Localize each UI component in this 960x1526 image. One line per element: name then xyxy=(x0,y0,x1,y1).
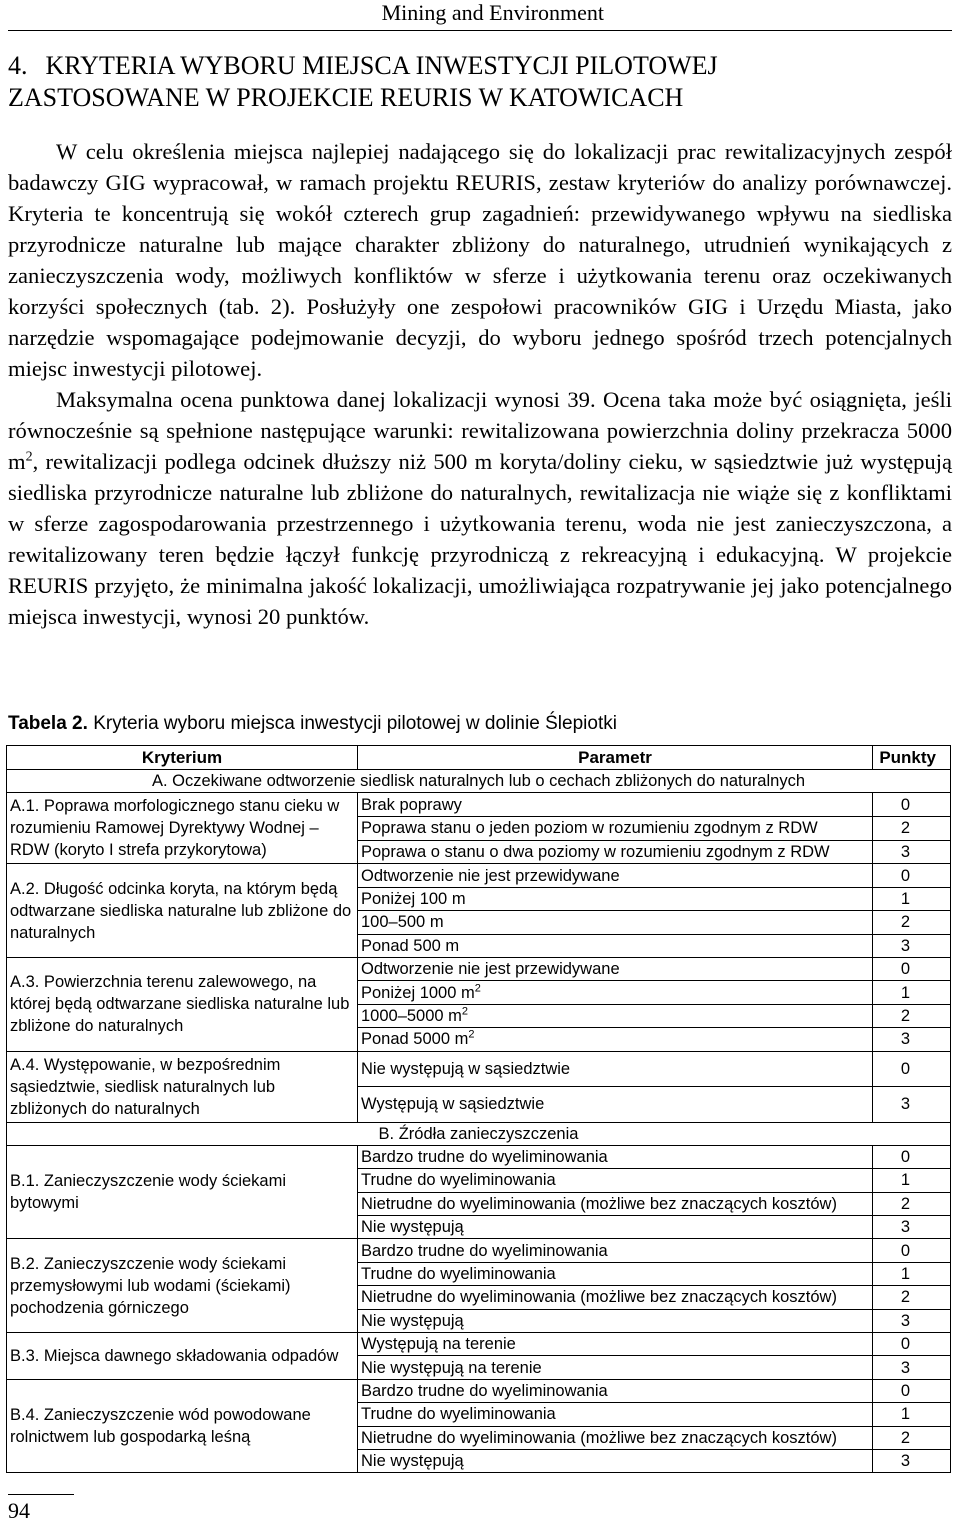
criterion-cell: A.3. Powierzchnia terenu zalewowego, na której będą odtwarzane siedliska naturalne lub zbliżone do naturalnych xyxy=(7,957,358,1051)
parameter-text: Nietrudne do wyeliminowania (możliwe bez znaczących kosztów) xyxy=(361,1194,837,1213)
parameter-text: Nie występują w sąsiedztwie xyxy=(361,1059,571,1078)
parameter-text: Nie występują na terenie xyxy=(361,1358,542,1377)
points-cell: 1 xyxy=(873,887,951,910)
points-cell: 0 xyxy=(873,1239,951,1262)
parameter-superscript: 2 xyxy=(468,1028,475,1041)
parameter-text: Bardzo trudne do wyeliminowania xyxy=(361,1382,608,1400)
points-cell: 3 xyxy=(873,1356,951,1379)
section-heading xyxy=(8,50,952,114)
criterion-cell: A.4. Występowanie, w bezpośrednim sąsiedztwie, siedlisk naturalnych lub zbliżonych do naturalnych xyxy=(7,1051,358,1122)
table-row xyxy=(7,793,951,817)
parameter-cell xyxy=(358,1216,873,1239)
parameter-cell xyxy=(358,957,873,980)
parameter-text: Trudne do wyeliminowania xyxy=(361,1171,556,1190)
parameter-text: Nie występują xyxy=(361,1218,464,1237)
parameter-cell xyxy=(358,1145,873,1168)
parameter-cell xyxy=(358,934,873,957)
header-parametr: Parametr xyxy=(358,746,873,770)
parameter-cell xyxy=(358,1169,873,1192)
section-a-heading-row xyxy=(7,770,951,793)
parameter-text: 100–500 m xyxy=(361,913,444,932)
points-cell: 2 xyxy=(873,817,951,841)
points-cell: 3 xyxy=(873,1028,951,1051)
parameter-text: Występują w sąsiedztwie xyxy=(361,1095,545,1114)
section-title-line-2: ZASTOSOWANE W PROJEKCIE REURIS W KATOWICACH xyxy=(8,83,684,112)
table-row xyxy=(7,864,951,887)
parameter-cell xyxy=(358,864,873,887)
section-number: 4. xyxy=(8,51,28,80)
points-cell: 3 xyxy=(873,934,951,957)
paragraph-2-part-1: Maksymalna ocena punktowa danej lokalizacji wynosi 39. Ocena taka może być osiągnięta, jeśli równocześnie są spełnione następujące warunki: rewitalizowana powierzchnia doliny przekracza 5000 m xyxy=(8,387,952,474)
parameter-text: Nie występują xyxy=(361,1311,464,1330)
parameter-superscript: 2 xyxy=(461,1005,469,1018)
parameter-cell xyxy=(358,1379,873,1402)
journal-title: Mining and Environment xyxy=(381,0,604,25)
parameter-text: Trudne do wyeliminowania xyxy=(361,1265,556,1284)
parameter-text: Poprawa o stanu o dwa poziomy w rozumieniu zgodnym z RDW xyxy=(361,843,830,862)
points-cell: 3 xyxy=(873,1216,951,1239)
criterion-cell: B.2. Zanieczyszczenie wody ściekami przemysłowymi lub wodami (ściekami) pochodzenia górniczego xyxy=(7,1239,358,1333)
parameter-cell xyxy=(358,1356,873,1379)
parameter-cell xyxy=(358,1449,873,1472)
criterion-cell: A.1. Poprawa morfologicznego stanu cieku w rozumieniu Ramowej Dyrektywy Wodnej – RDW (koryto I strefa przykorytowa) xyxy=(7,793,358,864)
table-row xyxy=(7,1051,951,1087)
points-cell: 1 xyxy=(873,1403,951,1426)
parameter-cell xyxy=(358,1426,873,1449)
points-cell: 2 xyxy=(873,911,951,934)
table-caption-text: Kryteria wyboru miejsca inwestycji pilotowej w dolinie Ślepiotki xyxy=(93,713,617,734)
section-a-heading: A. Oczekiwane odtworzenie siedlisk naturalnych lub o cechach zbliżonych do naturalnych xyxy=(7,770,951,793)
table-header-row xyxy=(7,746,951,770)
points-cell: 0 xyxy=(873,1145,951,1168)
parameter-cell xyxy=(358,840,873,864)
parameter-cell xyxy=(358,911,873,934)
header-kryterium: Kryterium xyxy=(7,746,358,770)
parameter-cell xyxy=(358,1333,873,1356)
criterion-cell: A.2. Długość odcinka koryta, na którym będą odtwarzane siedliska naturalne lub zbliżone do naturalnych xyxy=(7,864,358,958)
parameter-text: Nietrudne do wyeliminowania (możliwe bez znaczących kosztów) xyxy=(361,1428,837,1447)
section-title-line-1: KRYTERIA WYBORU MIEJSCA INWESTYCJI PILOTOWEJ xyxy=(45,51,718,80)
criterion-cell: B.3. Miejsca dawnego składowania odpadów xyxy=(7,1333,358,1380)
paragraph-1: W celu określenia miejsca najlepiej nadającego się do lokalizacji prac rewitalizacyjnych zespół badawczy GIG wypracował, w ramach projektu REURIS, zestaw kryteriów do analizy porównawczej. Kryteria te koncentrują się wokół czterech grup zagadnień: przewidywanego wpływu na siedliska przyrodnicze naturalne lub mające charakter zbliżony do naturalnego, utrudnień wynikających z zanieczyszczenia wody, możliwych konfliktów w sferze i użytkowania terenu oraz oczekiwanych korzyści społecznych (tab. 2). Posłużyły one zespołowi pracowników GIG i Urzędu Miasta, jako narzędzie wspomagające podejmowanie decyzji, do wyboru jednego spośród trzech potencjalnych miejsc inwestycji pilotowej. xyxy=(8,139,952,381)
points-cell: 0 xyxy=(873,1051,951,1087)
points-cell: 0 xyxy=(873,1379,951,1402)
parameter-text: Brak poprawy xyxy=(361,795,462,814)
parameter-text: Poniżej 100 m xyxy=(361,889,466,908)
parameter-superscript: 2 xyxy=(474,982,481,995)
points-cell: 0 xyxy=(873,793,951,817)
parameter-cell xyxy=(358,1028,873,1051)
points-cell: 3 xyxy=(873,1449,951,1472)
parameter-text: Poniżej 1000 m xyxy=(361,983,475,1002)
parameter-text: Odtworzenie nie jest przewidywane xyxy=(361,960,620,979)
parameter-cell xyxy=(358,1087,873,1123)
parameter-text: Bardzo trudne do wyeliminowania xyxy=(361,1148,608,1167)
parameter-cell xyxy=(358,793,873,817)
running-header xyxy=(8,0,952,31)
superscript: 2 xyxy=(25,449,33,465)
table-row xyxy=(7,1145,951,1168)
parameter-text: Nietrudne do wyeliminowania (możliwe bez znaczących kosztów) xyxy=(361,1288,837,1307)
parameter-cell xyxy=(358,1051,873,1087)
points-cell: 1 xyxy=(873,1169,951,1192)
header-punkty: Punkty xyxy=(873,746,951,770)
parameter-cell xyxy=(358,1239,873,1262)
parameter-text: Ponad 500 m xyxy=(361,936,460,955)
table-caption-label: Tabela 2. xyxy=(8,713,88,734)
points-cell: 2 xyxy=(873,1004,951,1027)
footer-rule xyxy=(8,1494,74,1495)
points-cell: 3 xyxy=(873,840,951,864)
points-cell: 0 xyxy=(873,864,951,887)
table-caption xyxy=(8,712,617,736)
parameter-text: Poprawa stanu o jeden poziom w rozumieniu zgodnym z RDW xyxy=(361,819,818,838)
points-cell: 2 xyxy=(873,1426,951,1449)
points-cell: 2 xyxy=(873,1192,951,1215)
points-cell: 3 xyxy=(873,1087,951,1123)
parameter-text: Bardzo trudne do wyeliminowania xyxy=(361,1241,608,1260)
parameter-cell xyxy=(358,1192,873,1215)
parameter-text: Odtworzenie nie jest przewidywane xyxy=(361,866,620,885)
parameter-text: Trudne do wyeliminowania xyxy=(361,1405,556,1424)
parameter-text: 1000–5000 m xyxy=(361,1006,462,1025)
paragraph-2 xyxy=(8,384,952,632)
points-cell: 1 xyxy=(873,981,951,1004)
section-b-heading-row xyxy=(7,1122,951,1145)
parameter-cell xyxy=(358,1309,873,1332)
points-cell: 3 xyxy=(873,1309,951,1332)
parameter-cell xyxy=(358,1262,873,1285)
points-cell: 2 xyxy=(873,1286,951,1309)
parameter-text: Nie występują xyxy=(361,1452,464,1471)
table-body xyxy=(7,770,951,1473)
criteria-table xyxy=(6,745,951,1473)
parameter-cell xyxy=(358,981,873,1004)
points-cell: 0 xyxy=(873,957,951,980)
criterion-cell: B.4. Zanieczyszczenie wód powodowane rolnictwem lub gospodarką leśną xyxy=(7,1379,358,1473)
section-heading-line-1 xyxy=(8,50,952,82)
table-row xyxy=(7,957,951,980)
page-number: 94 xyxy=(8,1498,30,1523)
table-row xyxy=(7,1333,951,1356)
points-cell: 0 xyxy=(873,1333,951,1356)
paragraph-2-part-2: , rewitalizacji podlega odcinek dłuższy niż 500 m koryta/doliny cieku, w sąsiedztwie już występują siedliska przyrodnicze naturalne lub zbliżone do naturalnych, rewitalizacja nie wiąże się z konfliktami w sferze zagospodarowania przestrzennego i użytkowania terenu, woda nie jest zanieczyszczona, a rewitalizowany teren będzie łączył funkcję przyrodniczą z rekreacyjną i edukacyjną. W projekcie REURIS przyjęto, że minimalna jakość lokalizacji, umożliwiająca rozpatrywanie jej jako potencjalnego miejsca inwestycji, wynosi 20 punktów. xyxy=(8,449,952,629)
parameter-text: Ponad 5000 m xyxy=(361,1030,469,1049)
points-cell: 1 xyxy=(873,1262,951,1285)
body-text xyxy=(8,136,952,632)
parameter-cell xyxy=(358,887,873,910)
table-row xyxy=(7,1379,951,1402)
parameter-cell xyxy=(358,817,873,841)
table-row xyxy=(7,1239,951,1262)
parameter-text: Występują na terenie xyxy=(361,1335,516,1354)
section-b-heading: B. Źródła zanieczyszczenia xyxy=(7,1122,951,1145)
parameter-cell xyxy=(358,1286,873,1309)
parameter-cell xyxy=(358,1403,873,1426)
parameter-cell xyxy=(358,1004,873,1027)
criterion-cell: B.1. Zanieczyszczenie wody ściekami bytowymi xyxy=(7,1145,358,1239)
